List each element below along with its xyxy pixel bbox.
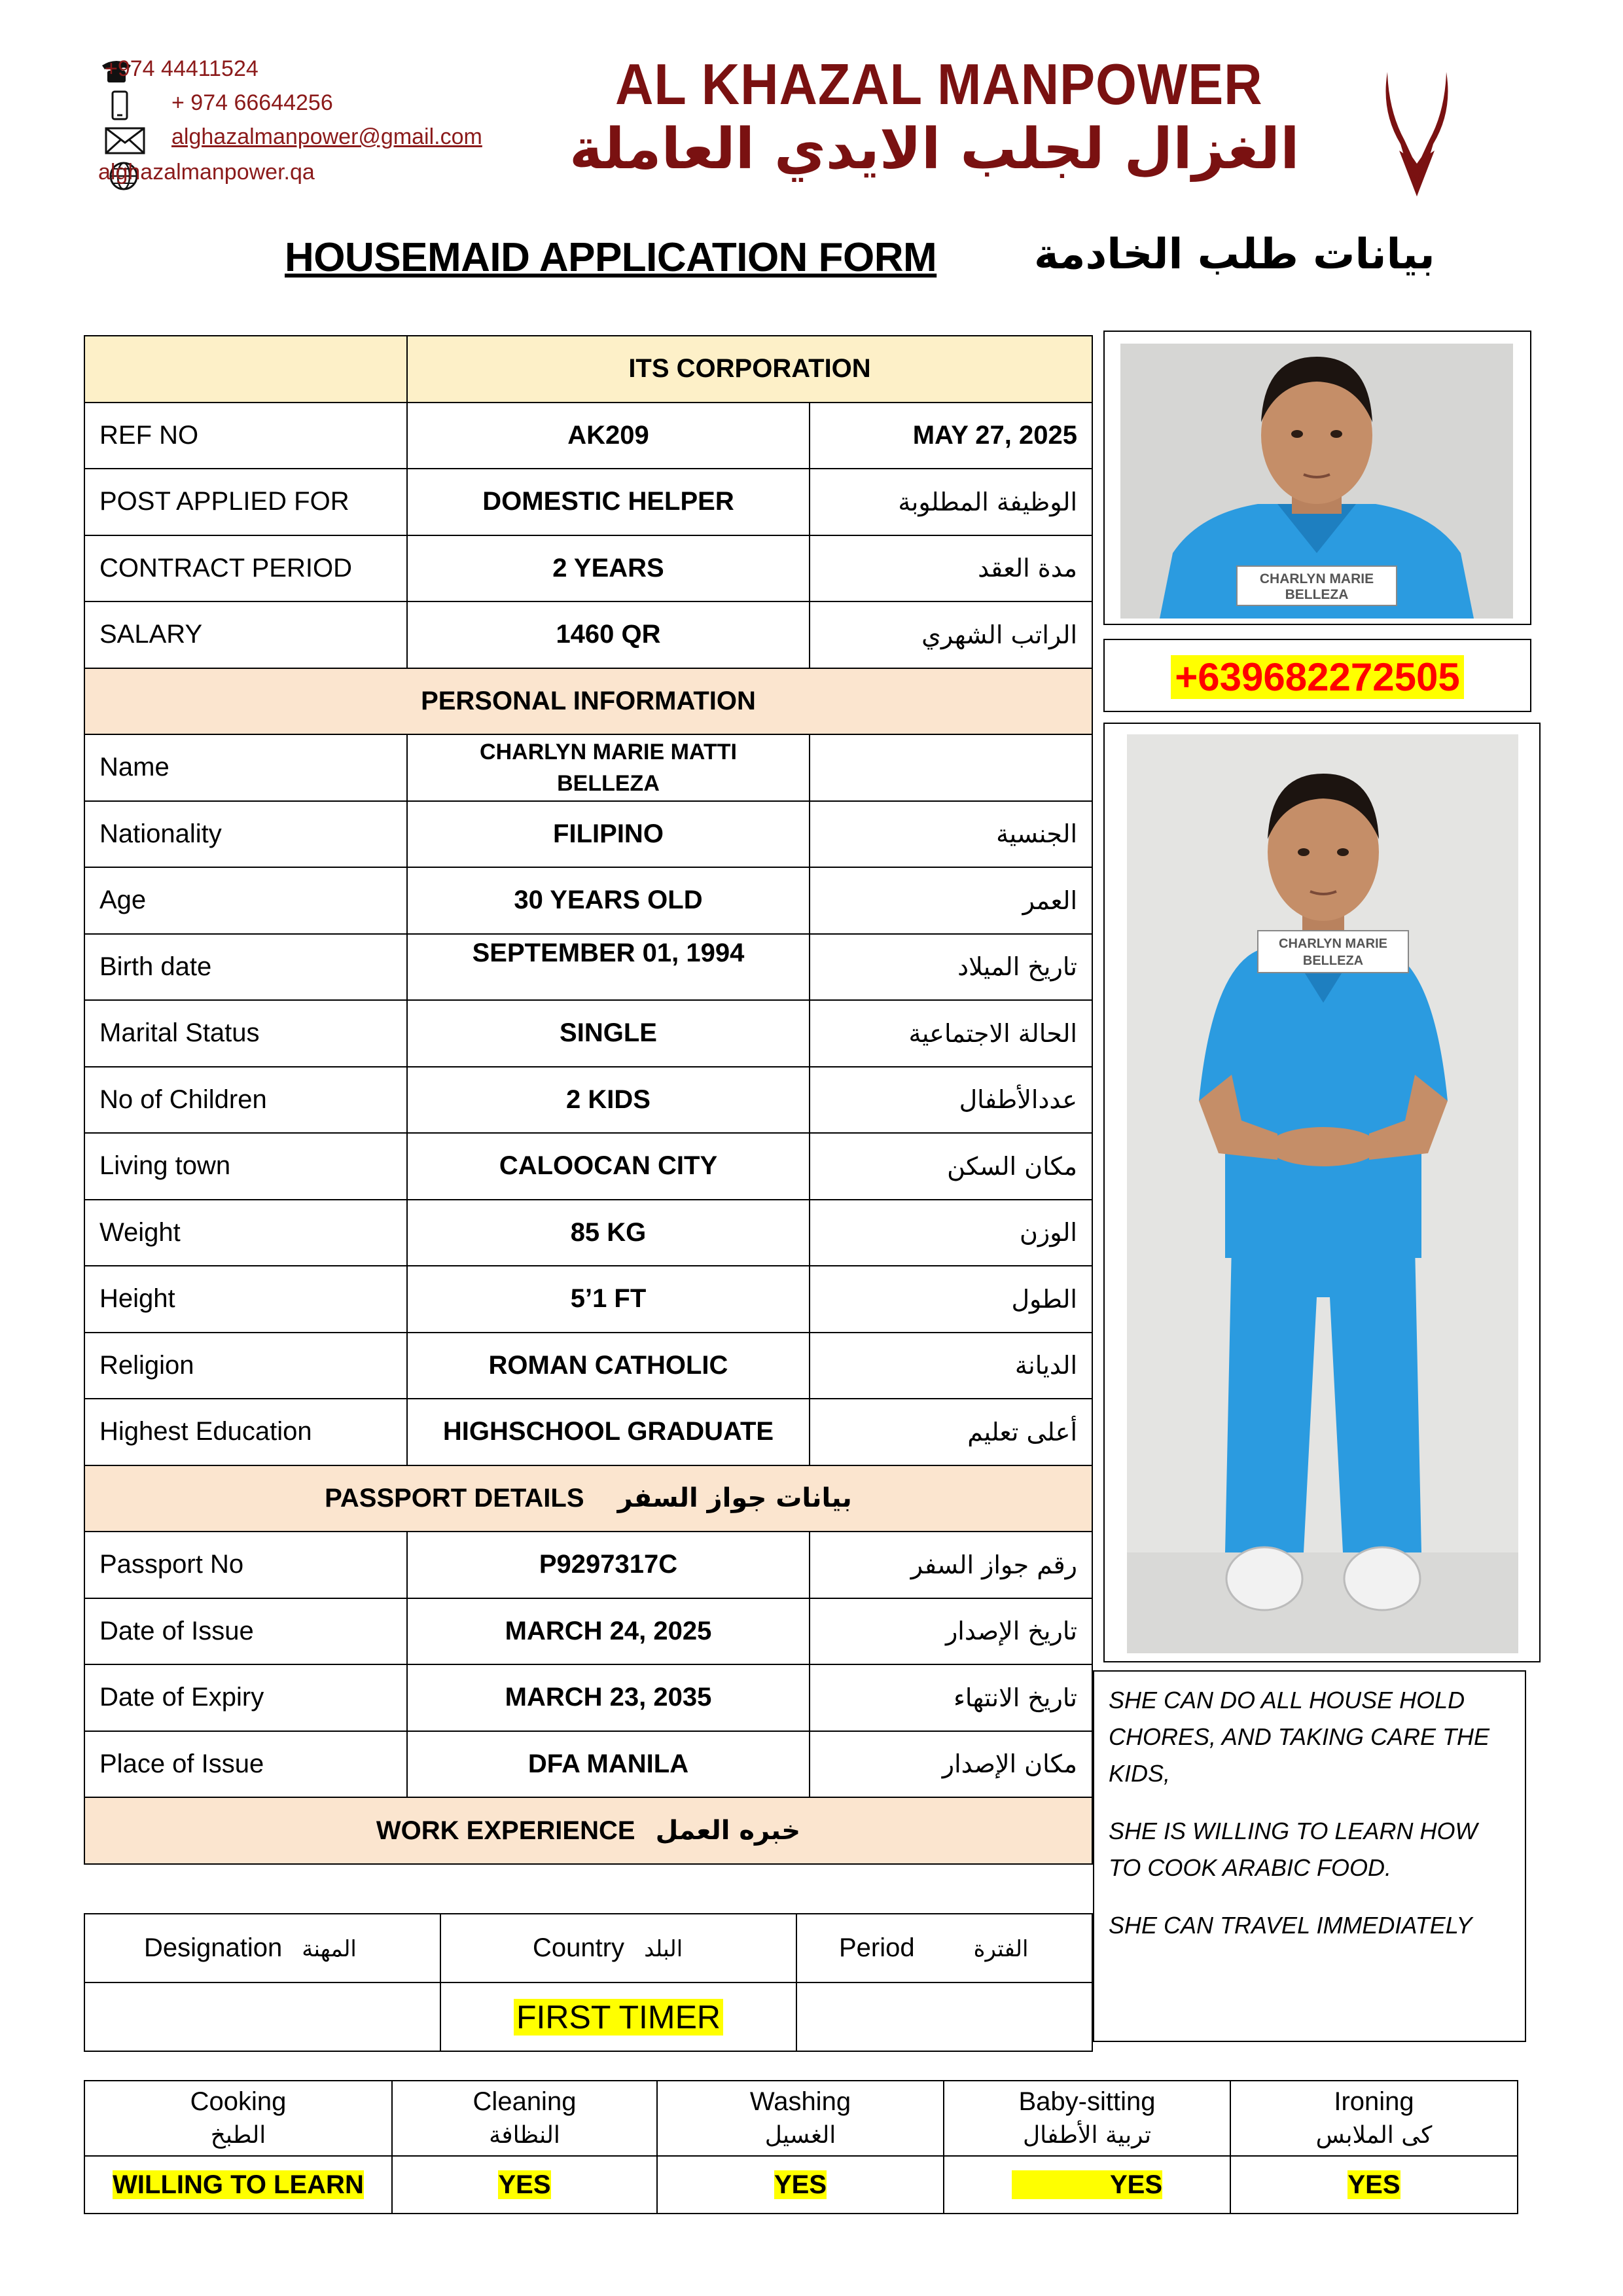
skill-value-cell bbox=[944, 2156, 1230, 2214]
field-label: CONTRACT PERIOD bbox=[84, 535, 407, 602]
skill-name: Ironing bbox=[1334, 2087, 1414, 2116]
skill-header bbox=[84, 2081, 392, 2156]
work-experience-value: FIRST TIMER bbox=[514, 1999, 723, 2036]
full-body-photo bbox=[1127, 734, 1518, 1653]
job-row bbox=[84, 601, 1092, 668]
headshot-photo bbox=[1120, 344, 1513, 619]
section-title-en: WORK EXPERIENCE bbox=[376, 1816, 635, 1845]
phone-1[interactable]: +974 44411524 bbox=[105, 56, 259, 81]
work-section-header bbox=[84, 1797, 1092, 1864]
name-line-2: BELLEZA bbox=[557, 770, 660, 796]
company-name-en: AL KHAZAL MANPOWER bbox=[615, 52, 1263, 117]
form-date: MAY 27, 2025 bbox=[810, 403, 1092, 469]
field-label: Name bbox=[84, 734, 407, 801]
col-label: Designation bbox=[144, 1933, 283, 1962]
personal-row bbox=[84, 801, 1092, 868]
personal-row bbox=[84, 1333, 1092, 1399]
work-value-row bbox=[84, 1982, 1092, 2051]
field-value: 30 YEARS OLD bbox=[407, 867, 810, 934]
skill-name-ar: النظافة bbox=[489, 2121, 560, 2149]
skill-name: Washing bbox=[749, 2087, 851, 2116]
field-label: Marital Status bbox=[84, 1000, 407, 1067]
ref-row bbox=[84, 403, 1092, 469]
ref-value: AK209 bbox=[407, 403, 810, 469]
field-label: Weight bbox=[84, 1200, 407, 1266]
skills-header-row bbox=[84, 2081, 1518, 2156]
section-title bbox=[84, 1465, 1092, 1532]
note-3: SHE CAN TRAVEL IMMEDIATELY bbox=[1109, 1912, 1472, 1939]
field-label-ar: مكان الإصدار bbox=[810, 1731, 1092, 1798]
phone-box bbox=[1103, 639, 1531, 712]
field-label-ar: العمر bbox=[810, 867, 1092, 934]
skill-name: Cleaning bbox=[473, 2087, 577, 2116]
personal-section-header bbox=[84, 668, 1092, 735]
name-line-1: CHARLYN MARIE MATTI bbox=[480, 739, 737, 764]
skill-name-ar: الغسيل bbox=[764, 2121, 836, 2149]
section-title-en: PASSPORT DETAILS bbox=[325, 1484, 584, 1513]
field-label-ar: رقم جواز السفر bbox=[810, 1532, 1092, 1598]
passport-row bbox=[84, 1731, 1092, 1798]
empty-cell bbox=[796, 1982, 1092, 2051]
field-value: CALOOCAN CITY bbox=[407, 1133, 810, 1200]
name-row bbox=[84, 734, 1092, 801]
field-label: Highest Education bbox=[84, 1399, 407, 1465]
skill-name-ar: الطبخ bbox=[210, 2121, 266, 2149]
application-table bbox=[84, 335, 1093, 1865]
field-value: HIGHSCHOOL GRADUATE bbox=[407, 1399, 810, 1465]
field-label-ar: الطول bbox=[810, 1266, 1092, 1333]
field-label-ar: الراتب الشهري bbox=[810, 601, 1092, 668]
skill-header bbox=[392, 2081, 657, 2156]
badge-line-2: BELLEZA bbox=[1302, 954, 1364, 968]
field-label: Religion bbox=[84, 1333, 407, 1399]
field-label-ar: الحالة الاجتماعية bbox=[810, 1000, 1092, 1067]
empty-cell bbox=[810, 734, 1092, 801]
personal-row bbox=[84, 1067, 1092, 1134]
job-row bbox=[84, 535, 1092, 602]
skills-table bbox=[84, 2080, 1518, 2214]
field-label: Date of Expiry bbox=[84, 1664, 407, 1731]
skill-name: Baby-sitting bbox=[1018, 2087, 1156, 2116]
work-value-cell bbox=[440, 1982, 796, 2051]
form-title: HOUSEMAID APPLICATION FORM bbox=[285, 235, 937, 280]
email-link[interactable]: alghazalmanpower@gmail.com bbox=[171, 124, 482, 149]
personal-row bbox=[84, 867, 1092, 934]
skill-value: WILLING TO LEARN bbox=[113, 2170, 364, 2199]
field-value: P9297317C bbox=[407, 1532, 810, 1598]
field-label: Date of Issue bbox=[84, 1598, 407, 1665]
skills-value-row bbox=[84, 2156, 1518, 2214]
col-label: Country bbox=[533, 1933, 625, 1962]
contact-block bbox=[98, 56, 556, 194]
headshot-frame bbox=[1103, 331, 1531, 625]
badge-line-1: CHARLYN MARIE bbox=[1279, 937, 1387, 951]
field-label-ar: الجنسية bbox=[810, 801, 1092, 868]
website[interactable]: alghazalmanpower.qa bbox=[98, 160, 315, 185]
field-value: 2 YEARS bbox=[407, 535, 810, 602]
agency-row bbox=[84, 336, 1092, 403]
field-label: Age bbox=[84, 867, 407, 934]
phone-2[interactable]: + 974 66644256 bbox=[171, 90, 333, 115]
applicant-phone[interactable]: +639682272505 bbox=[1171, 655, 1463, 699]
col-label-ar: الفترة bbox=[973, 1936, 1029, 1962]
section-title: PERSONAL INFORMATION bbox=[84, 668, 1092, 735]
field-value: SINGLE bbox=[407, 1000, 810, 1067]
field-value: MARCH 24, 2025 bbox=[407, 1598, 810, 1665]
field-value: 1460 QR bbox=[407, 601, 810, 668]
col-label: Period bbox=[839, 1933, 915, 1962]
agency-blank-cell bbox=[84, 336, 407, 403]
section-title bbox=[84, 1797, 1092, 1864]
skill-name-ar: كى الملابس bbox=[1315, 2121, 1433, 2149]
personal-row bbox=[84, 1266, 1092, 1333]
col-label-ar: البلد bbox=[644, 1936, 683, 1962]
field-label-ar: تاريخ الميلاد bbox=[810, 934, 1092, 1001]
field-value: FILIPINO bbox=[407, 801, 810, 868]
field-label-ar: تاريخ الانتهاء bbox=[810, 1664, 1092, 1731]
col-label-ar: المهنة bbox=[302, 1936, 357, 1962]
field-label-ar: أعلى تعليم bbox=[810, 1399, 1092, 1465]
agency-name: ITS CORPORATION bbox=[407, 336, 1092, 403]
section-title-ar: بيانات جواز السفر bbox=[617, 1483, 852, 1514]
skill-value-cell bbox=[657, 2156, 944, 2214]
work-columns-row bbox=[84, 1914, 1092, 1982]
field-label: Place of Issue bbox=[84, 1731, 407, 1798]
passport-row bbox=[84, 1598, 1092, 1665]
passport-section-header bbox=[84, 1465, 1092, 1532]
field-value: DOMESTIC HELPER bbox=[407, 469, 810, 535]
notes-box bbox=[1093, 1670, 1526, 2042]
personal-row bbox=[84, 1200, 1092, 1266]
skill-value-cell bbox=[392, 2156, 657, 2214]
field-label: Height bbox=[84, 1266, 407, 1333]
field-label: Nationality bbox=[84, 801, 407, 868]
badge-line-1: CHARLYN MARIE bbox=[1259, 571, 1374, 586]
badge-line-2: BELLEZA bbox=[1285, 587, 1349, 602]
empty-cell bbox=[84, 1982, 440, 2051]
field-value: 5’1 FT bbox=[407, 1266, 810, 1333]
field-label: Living town bbox=[84, 1133, 407, 1200]
ref-label: REF NO bbox=[84, 403, 407, 469]
field-label-ar: عددالأطفال bbox=[810, 1067, 1092, 1134]
full-body-frame bbox=[1103, 723, 1541, 1662]
field-label: POST APPLIED FOR bbox=[84, 469, 407, 535]
field-label-ar: الوزن bbox=[810, 1200, 1092, 1266]
skill-value: YES bbox=[1347, 2170, 1400, 2199]
note-1: SHE CAN DO ALL HOUSE HOLD CHORES, AND TAKING CARE THE KIDS, bbox=[1109, 1687, 1490, 1787]
column-country bbox=[440, 1914, 796, 1982]
email-icon bbox=[105, 127, 145, 154]
company-name-ar: الغزال لجلب الايدي العاملة bbox=[569, 117, 1300, 182]
note-2: SHE IS WILLING TO LEARN HOW TO COOK ARABIC FOOD. bbox=[1109, 1818, 1478, 1881]
work-experience-table bbox=[84, 1913, 1093, 2052]
field-label-ar: مكان السكن bbox=[810, 1133, 1092, 1200]
field-label: Birth date bbox=[84, 934, 407, 1001]
gazelle-logo-icon bbox=[1374, 72, 1459, 203]
field-value: ROMAN CATHOLIC bbox=[407, 1333, 810, 1399]
field-value: DFA MANILA bbox=[407, 1731, 810, 1798]
personal-row bbox=[84, 934, 1092, 1001]
field-value: 85 KG bbox=[407, 1200, 810, 1266]
skill-header bbox=[944, 2081, 1230, 2156]
skill-value: YES bbox=[498, 2170, 551, 2199]
field-label-ar: الوظيفة المطلوبة bbox=[810, 469, 1092, 535]
skill-value: YES bbox=[774, 2170, 827, 2199]
mobile-phone-icon bbox=[110, 90, 130, 120]
passport-row bbox=[84, 1664, 1092, 1731]
field-value: MARCH 23, 2035 bbox=[407, 1664, 810, 1731]
column-period bbox=[796, 1914, 1092, 1982]
field-label-ar: تاريخ الإصدار bbox=[810, 1598, 1092, 1665]
field-label-ar: مدة العقد bbox=[810, 535, 1092, 602]
skill-value-cell bbox=[84, 2156, 392, 2214]
form-title-ar: بيانات طلب الخادمة bbox=[1034, 230, 1435, 279]
field-value: 2 KIDS bbox=[407, 1067, 810, 1134]
job-row bbox=[84, 469, 1092, 535]
name-value bbox=[407, 734, 810, 801]
personal-row bbox=[84, 1000, 1092, 1067]
skill-header bbox=[1230, 2081, 1518, 2156]
skill-name: Cooking bbox=[190, 2087, 287, 2116]
column-designation bbox=[84, 1914, 440, 1982]
personal-row bbox=[84, 1399, 1092, 1465]
skill-value-cell bbox=[1230, 2156, 1518, 2214]
field-label-ar: الديانة bbox=[810, 1333, 1092, 1399]
passport-row bbox=[84, 1532, 1092, 1598]
personal-row bbox=[84, 1133, 1092, 1200]
skill-header bbox=[657, 2081, 944, 2156]
field-label: SALARY bbox=[84, 601, 407, 668]
skill-name-ar: تربية الأطفال bbox=[1022, 2121, 1152, 2149]
skill-value: YES bbox=[1012, 2170, 1162, 2199]
section-title-ar: خبره العمل bbox=[655, 1815, 801, 1846]
field-value: SEPTEMBER 01, 1994 bbox=[407, 934, 810, 1001]
field-label: Passport No bbox=[84, 1532, 407, 1598]
field-label: No of Children bbox=[84, 1067, 407, 1134]
